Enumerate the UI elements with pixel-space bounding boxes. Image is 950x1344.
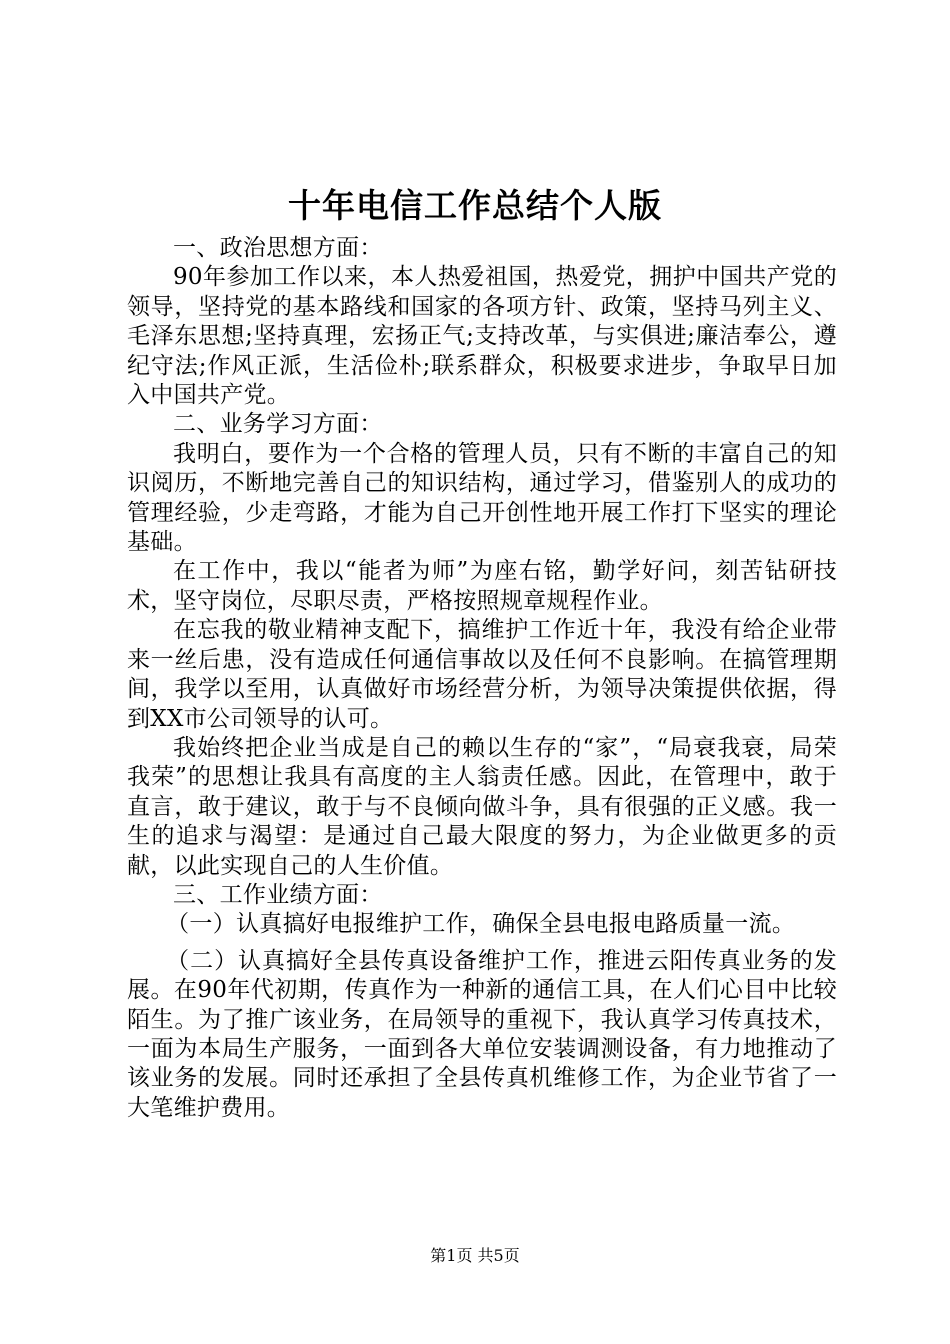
paragraph-study-4: 我始终把企业当成是自己的赖以生存的“家”，“局衰我衰，局荣我荣”的思想让我具有高度的主人翁责任感。因此，在管理中，敢于直言，敢于建议，敢于与不良倾向做斗争，具有很强的正义感。我一生的追求与渴望：是通过自己最大限度的努力，为企业做更多的贡献，以此实现自己的人生价值。 (127, 734, 837, 879)
section-heading-performance: 三、工作业绩方面： (173, 881, 383, 908)
performance-item-1: （一）认真搞好电报维护工作，确保全县电报电路质量一流。 (166, 911, 796, 938)
section-heading-study: 二、业务学习方面： (173, 411, 383, 438)
performance-item-2: （二）认真搞好全县传真设备维护工作，推进云阳传真业务的发展。在90年代初期，传真作为一种新的通信工具，在人们心目中比较陌生。为了推广该业务，在局领导的重视下，我认真学习传真技术，一面为本局生产服务，一面到各大单位安装调测设备，有力地推动了该业务的发展。同时还承担了全县传真机维修工作，为企业节省了一大笔维护费用。 (127, 947, 837, 1121)
document-body (127, 234, 837, 1123)
paragraph-study-3: 在忘我的敬业精神支配下，搞维护工作近十年，我没有给企业带来一丝后患，没有造成任何通信事故以及任何不良影响。在搞管理期间，我学以至用，认真做好市场经营分析，为领导决策提供依据，得到XX市公司领导的认可。 (127, 617, 837, 732)
document-title: 十年电信工作总结个人版 (288, 186, 662, 225)
page-number-footer: 第1页 共5页 (430, 1246, 520, 1265)
paragraph-political: 90年参加工作以来，本人热爱祖国，热爱党，拥护中国共产党的领导，坚持党的基本路线和国家的各项方针、政策，坚持马列主义、毛泽东思想;坚持真理，宏扬正气;支持改革，与实俱进;廉洁奉公，遵纪守法;作风正派，生活俭朴;联系群众，积极要求进步，争取早日加入中国共产党。 (127, 264, 837, 409)
paragraph-study-2: 在工作中，我以“能者为师”为座右铭，勤学好问，刻苦钻研技术，坚守岗位，尽职尽责，严格按照规章规程作业。 (127, 558, 837, 614)
section-heading-political: 一、政治思想方面： (173, 235, 383, 261)
paragraph-study-1: 我明白，要作为一个合格的管理人员，只有不断的丰富自己的知识阅历，不断地完善自己的知识结构，通过学习，借鉴别人的成功的管理经验，少走弯路，才能为自己开创性地开展工作打下坚实的理论基础。 (127, 440, 837, 556)
